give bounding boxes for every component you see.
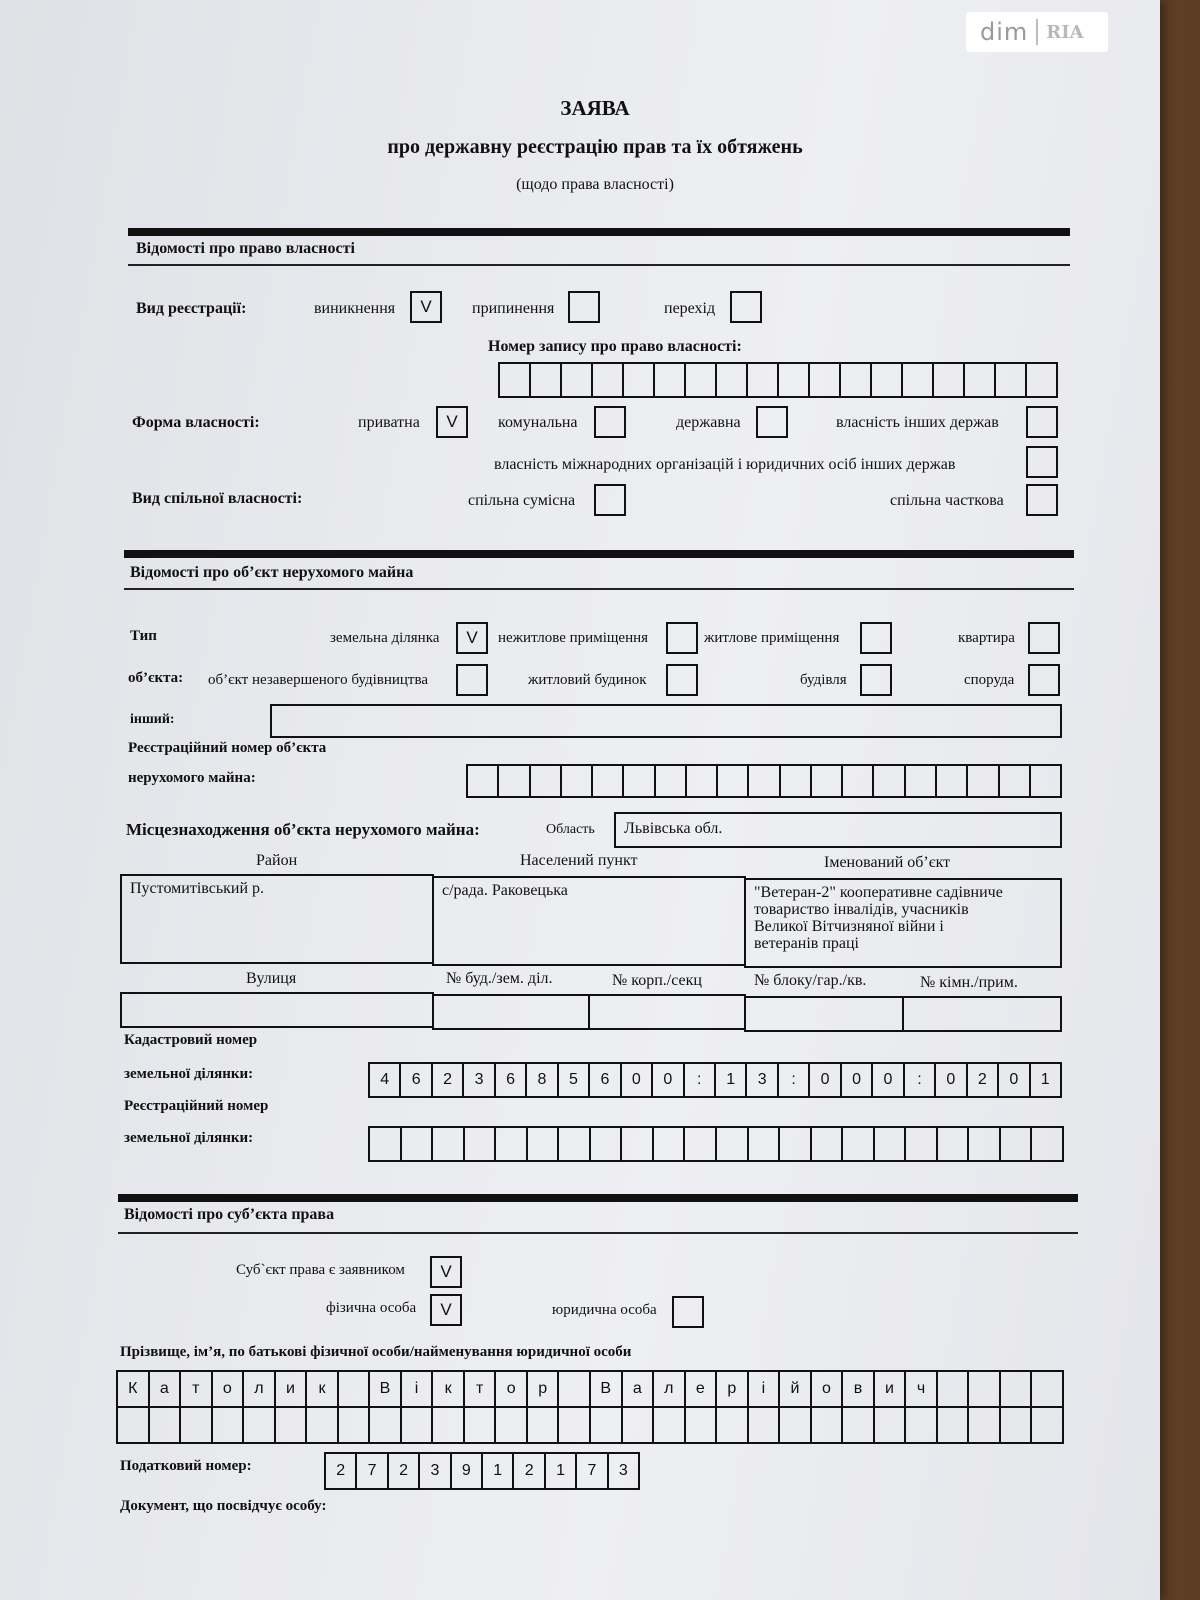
grid-cell: 7	[357, 1454, 388, 1488]
location-label: Місцезнаходження об’єкта нерухомого майна:	[126, 820, 480, 839]
joint-checkbox[interactable]	[594, 484, 626, 516]
grid-cell	[749, 1408, 781, 1442]
reg-type-checkbox[interactable]: V	[410, 291, 442, 323]
grid-cell	[1001, 1372, 1033, 1406]
grid-cell: 3	[420, 1454, 451, 1488]
object-type-label: Тип	[130, 628, 157, 644]
grid-cell: 3	[747, 1064, 778, 1096]
grid-cell	[623, 1408, 655, 1442]
form-note: (щодо права власності)	[516, 176, 674, 193]
grid-cell	[593, 364, 624, 396]
grid-cell	[1001, 1408, 1033, 1442]
reg-type-checkbox[interactable]	[568, 291, 600, 323]
grid-cell	[1032, 1408, 1062, 1442]
grid-cell: 0	[842, 1064, 873, 1096]
section-subject-title: Відомості про суб’єкта права	[124, 1206, 335, 1223]
grid-cell	[559, 1128, 591, 1160]
grid-cell	[686, 364, 717, 396]
grid-cell	[624, 364, 655, 396]
grid-cell	[965, 364, 996, 396]
grid-cell	[433, 1408, 465, 1442]
grid-cell: В	[370, 1372, 402, 1406]
tax-number-label: Податковий номер:	[120, 1458, 252, 1474]
settlement-field[interactable]: с/рада. Раковецька	[432, 876, 746, 966]
cadastral-number-label-cont: земельної ділянки:	[124, 1066, 254, 1082]
grid-cell: 2	[326, 1454, 357, 1488]
object-type-option-label: квартира	[958, 630, 1015, 646]
individual-label: фізична особа	[326, 1300, 417, 1316]
grid-cell	[717, 1128, 749, 1160]
grid-cell: 7	[577, 1454, 608, 1488]
grid-cell: к	[433, 1372, 465, 1406]
grid-cell: 3	[618, 1462, 628, 1479]
grid-cell	[906, 766, 937, 796]
object-type-checkbox[interactable]	[1028, 622, 1060, 654]
cadastral-number-label: Кадастровий номер	[124, 1032, 258, 1048]
section-ownership-title: Відомості про право власності	[136, 240, 355, 257]
grid-cell: :	[779, 1064, 810, 1096]
grid-cell	[528, 1128, 560, 1160]
grid-cell	[591, 1408, 623, 1442]
named-object-line: "Ветеран-2" кооперативне садівниче	[754, 884, 1003, 901]
grid-cell	[465, 1128, 497, 1160]
grid-cell	[276, 1408, 308, 1442]
other-type-field[interactable]	[270, 704, 1062, 738]
grid-cell: т	[465, 1372, 497, 1406]
grid-cell	[749, 1128, 781, 1160]
grid-cell	[843, 766, 874, 796]
named-object-column-label: Іменований об’єкт	[824, 854, 951, 871]
grid-cell	[969, 1372, 1001, 1406]
grid-cell	[500, 364, 531, 396]
full-name-grid-row-1[interactable]	[116, 1370, 1064, 1408]
grid-cell	[968, 766, 999, 796]
grid-cell: і	[402, 1372, 434, 1406]
room-number-field[interactable]	[902, 996, 1062, 1032]
ownership-checkbox[interactable]: V	[436, 406, 468, 438]
grid-cell: л	[654, 1372, 686, 1406]
grid-cell: і	[749, 1372, 781, 1406]
grid-cell: 2	[514, 1454, 545, 1488]
grid-cell	[591, 1128, 623, 1160]
named-object-line: Великої Вітчизняної війни і	[754, 918, 944, 935]
grid-cell: 0	[873, 1064, 904, 1096]
grid-cell	[843, 1128, 875, 1160]
section-divider	[118, 1194, 1078, 1202]
grid-cell	[875, 1408, 907, 1442]
object-reg-number-label: Реєстраційний номер об’єкта	[128, 740, 327, 756]
grid-cell	[402, 1128, 434, 1160]
land-reg-number-label-cont: земельної ділянки:	[124, 1130, 254, 1146]
corp-column-label: № корп./секц	[612, 972, 702, 989]
grid-cell	[843, 1408, 875, 1442]
individual-checkbox[interactable]: V	[430, 1294, 462, 1326]
grid-cell	[654, 1408, 686, 1442]
section-divider	[128, 228, 1070, 236]
grid-cell: а	[623, 1372, 655, 1406]
named-object-line: ветеранів праці	[754, 935, 859, 952]
grid-cell: и	[276, 1372, 308, 1406]
identity-document-label: Документ, що посвідчує особу:	[120, 1498, 327, 1514]
ownership-checkbox[interactable]	[1026, 446, 1058, 478]
named-object-line: товариство інвалідів, учасників	[754, 901, 969, 918]
grid-cell	[812, 1408, 844, 1442]
grid-cell	[531, 364, 562, 396]
grid-cell: 5	[559, 1064, 590, 1096]
grid-cell: 0	[810, 1064, 841, 1096]
district-field[interactable]: Пустомитівський р.	[120, 874, 434, 964]
grid-cell: л	[244, 1372, 276, 1406]
section-underline	[124, 588, 1074, 590]
building-column-label: № буд./зем. діл.	[446, 970, 553, 987]
grid-cell: 1	[716, 1064, 747, 1096]
object-reg-number-label-cont: нерухомого майна:	[128, 770, 256, 786]
grid-cell: ч	[906, 1372, 938, 1406]
grid-cell	[717, 1408, 749, 1442]
object-type-option-label: нежитлове приміщення	[498, 630, 649, 646]
grid-cell: 1	[1040, 1071, 1050, 1088]
grid-cell	[656, 766, 687, 796]
grid-cell	[718, 766, 749, 796]
grid-cell: о	[213, 1372, 245, 1406]
region-field[interactable]: Львівська обл.	[614, 812, 1062, 848]
grid-cell: о	[496, 1372, 528, 1406]
section-underline	[118, 1232, 1078, 1234]
section-property-title: Відомості про об’єкт нерухомого майна	[130, 564, 414, 581]
tax-number-grid[interactable]	[324, 1452, 640, 1490]
object-type-option-label: будівля	[800, 672, 847, 688]
building-number-field[interactable]	[432, 994, 590, 1030]
grid-cell	[465, 1408, 497, 1442]
grid-cell	[593, 766, 624, 796]
ownership-checkbox[interactable]	[594, 406, 626, 438]
record-number-label: Номер запису про право власності:	[488, 338, 742, 355]
corp-number-field[interactable]	[588, 994, 746, 1030]
grid-cell	[937, 766, 968, 796]
grid-cell	[528, 1408, 560, 1442]
grid-cell	[969, 1128, 1001, 1160]
grid-cell	[562, 364, 593, 396]
grid-cell	[339, 1372, 371, 1406]
grid-cell: 9	[452, 1454, 483, 1488]
grid-cell	[562, 766, 593, 796]
grid-cell	[903, 364, 934, 396]
land-reg-number-grid[interactable]	[368, 1126, 1064, 1162]
grid-cell	[624, 766, 655, 796]
street-field[interactable]	[120, 992, 434, 1028]
grid-cell: р	[717, 1372, 749, 1406]
grid-cell: 0	[622, 1064, 653, 1096]
grid-cell	[433, 1128, 465, 1160]
object-type-option-label: земельна ділянка	[330, 630, 440, 646]
room-column-label: № кімн./прим.	[920, 974, 1018, 991]
grid-cell	[499, 766, 530, 796]
grid-cell	[370, 1408, 402, 1442]
grid-cell: 1	[483, 1454, 514, 1488]
section-divider	[124, 550, 1074, 558]
grid-cell	[181, 1408, 213, 1442]
object-type-checkbox[interactable]	[456, 664, 488, 696]
grid-cell	[1027, 364, 1056, 396]
object-type-checkbox[interactable]: V	[456, 622, 488, 654]
joint-option-label: спільна сумісна	[468, 492, 576, 509]
grid-cell	[875, 1128, 907, 1160]
object-type-option-label: об’єкт незавершеного будівництва	[208, 672, 429, 688]
grid-cell	[531, 766, 562, 796]
grid-cell	[938, 1128, 970, 1160]
grid-cell: й	[780, 1372, 812, 1406]
logo-divider	[1036, 19, 1038, 45]
legal-entity-checkbox[interactable]	[672, 1296, 704, 1328]
block-column-label: № блоку/гар./кв.	[754, 972, 867, 989]
grid-cell	[622, 1128, 654, 1160]
grid-cell	[780, 1128, 812, 1160]
object-type-checkbox[interactable]	[860, 622, 892, 654]
grid-cell	[906, 1408, 938, 1442]
grid-cell	[244, 1408, 276, 1442]
grid-cell	[781, 766, 812, 796]
grid-cell	[213, 1408, 245, 1442]
cadastral-number-grid[interactable]	[368, 1062, 1062, 1098]
grid-cell	[1000, 766, 1031, 796]
grid-cell	[874, 766, 905, 796]
object-type-option-label: споруда	[964, 672, 1015, 688]
grid-cell: :	[905, 1064, 936, 1096]
grid-cell: 2	[433, 1064, 464, 1096]
grid-cell	[687, 766, 718, 796]
grid-cell	[686, 1408, 718, 1442]
grid-cell: 6	[496, 1064, 527, 1096]
grid-cell	[812, 766, 843, 796]
object-type-label-cont: об’єкта:	[128, 670, 184, 686]
object-type-checkbox[interactable]	[860, 664, 892, 696]
reg-type-checkbox[interactable]	[730, 291, 762, 323]
grid-cell: 6	[401, 1064, 432, 1096]
is-applicant-checkbox[interactable]: V	[430, 1256, 462, 1288]
grid-cell	[1032, 1128, 1062, 1160]
registration-type-label: Вид реєстрації:	[136, 300, 247, 317]
grid-cell: о	[812, 1372, 844, 1406]
grid-cell	[1032, 1372, 1062, 1406]
grid-cell	[370, 1128, 402, 1160]
grid-cell: е	[686, 1372, 718, 1406]
grid-cell	[938, 1372, 970, 1406]
grid-cell	[749, 766, 780, 796]
grid-cell	[812, 1128, 844, 1160]
grid-cell: К	[118, 1372, 150, 1406]
grid-cell: :	[685, 1064, 716, 1096]
grid-cell	[559, 1372, 591, 1406]
section-underline	[128, 264, 1070, 266]
dim-ria-watermark-logo	[966, 12, 1108, 52]
grid-cell: 2	[389, 1454, 420, 1488]
grid-cell	[655, 364, 686, 396]
district-column-label: Район	[256, 852, 298, 869]
grid-cell	[496, 1408, 528, 1442]
grid-cell	[872, 364, 903, 396]
grid-cell	[810, 364, 841, 396]
reg-type-option-label: припинення	[472, 300, 555, 317]
grid-cell	[1001, 1128, 1033, 1160]
land-reg-number-label: Реєстраційний номер	[124, 1098, 269, 1114]
grid-cell: 4	[370, 1064, 401, 1096]
logo-dim-text: dim	[980, 18, 1029, 46]
settlement-column-label: Населений пункт	[520, 852, 638, 869]
grid-cell	[654, 1128, 686, 1160]
form-title: ЗАЯВА	[560, 96, 630, 120]
other-type-label: інший:	[130, 712, 175, 727]
ownership-option-label: державна	[676, 414, 741, 431]
grid-cell	[780, 1408, 812, 1442]
grid-cell: и	[875, 1372, 907, 1406]
ownership-checkbox[interactable]	[756, 406, 788, 438]
full-name-label: Прізвище, ім’я, по батькові фізичної особи/найменування юридичної особи	[120, 1344, 632, 1360]
form-subtitle: про державну реєстрацію прав та їх обтяжень	[387, 136, 803, 158]
legal-entity-label: юридична особа	[552, 1302, 657, 1318]
grid-cell	[779, 364, 810, 396]
reg-type-option-label: виникнення	[314, 300, 396, 317]
object-type-checkbox[interactable]	[666, 622, 698, 654]
ownership-option-label: комунальна	[498, 414, 578, 431]
object-type-checkbox[interactable]	[1028, 664, 1060, 696]
ownership-form-label: Форма власності:	[132, 414, 260, 431]
block-number-field[interactable]	[744, 996, 904, 1032]
logo-ria-text: RIA	[1046, 21, 1084, 43]
joint-checkbox[interactable]	[1026, 484, 1058, 516]
grid-cell	[1031, 766, 1060, 796]
grid-cell: В	[591, 1372, 623, 1406]
ownership-option-label: власність інших держав	[836, 414, 999, 431]
grid-cell	[150, 1408, 182, 1442]
ownership-option-label: приватна	[358, 414, 420, 431]
grid-cell: к	[307, 1372, 339, 1406]
grid-cell: 1	[546, 1454, 577, 1488]
grid-cell	[339, 1408, 371, 1442]
grid-cell	[496, 1128, 528, 1160]
object-type-option-label: житлове приміщення	[704, 630, 840, 646]
grid-cell: а	[150, 1372, 182, 1406]
grid-cell	[841, 364, 872, 396]
grid-cell: 3	[464, 1064, 495, 1096]
grid-cell	[468, 766, 499, 796]
grid-cell	[717, 364, 748, 396]
grid-cell: в	[843, 1372, 875, 1406]
is-applicant-label: Суб`єкт права є заявником	[236, 1262, 405, 1278]
grid-cell: 0	[936, 1064, 967, 1096]
grid-cell: 6	[590, 1064, 621, 1096]
grid-cell	[969, 1408, 1001, 1442]
grid-cell	[307, 1408, 339, 1442]
reg-type-option-label: перехід	[664, 300, 716, 317]
grid-cell: 2	[968, 1064, 999, 1096]
grid-cell: 0	[999, 1064, 1030, 1096]
grid-cell: 0	[653, 1064, 684, 1096]
grid-cell	[402, 1408, 434, 1442]
region-label: Область	[546, 822, 595, 837]
named-object-field[interactable]	[744, 878, 1062, 968]
object-reg-number-grid[interactable]	[466, 764, 1062, 798]
grid-cell: 8	[527, 1064, 558, 1096]
grid-cell	[748, 364, 779, 396]
grid-cell	[685, 1128, 717, 1160]
joint-ownership-label: Вид спільної власності:	[132, 490, 303, 507]
street-column-label: Вулиця	[246, 970, 297, 987]
grid-cell	[118, 1408, 150, 1442]
grid-cell	[996, 364, 1027, 396]
grid-cell	[934, 364, 965, 396]
object-type-checkbox[interactable]	[666, 664, 698, 696]
grid-cell	[938, 1408, 970, 1442]
ownership-option-label: власність міжнародних організацій і юридичних осіб інших держав	[494, 456, 956, 473]
grid-cell: т	[181, 1372, 213, 1406]
ownership-checkbox[interactable]	[1026, 406, 1058, 438]
object-type-option-label: житловий будинок	[528, 672, 647, 688]
full-name-grid-row-2[interactable]	[116, 1406, 1064, 1444]
grid-cell: р	[528, 1372, 560, 1406]
joint-option-label: спільна часткова	[890, 492, 1004, 509]
grid-cell	[906, 1128, 938, 1160]
grid-cell	[559, 1408, 591, 1442]
record-number-grid[interactable]	[498, 362, 1058, 398]
